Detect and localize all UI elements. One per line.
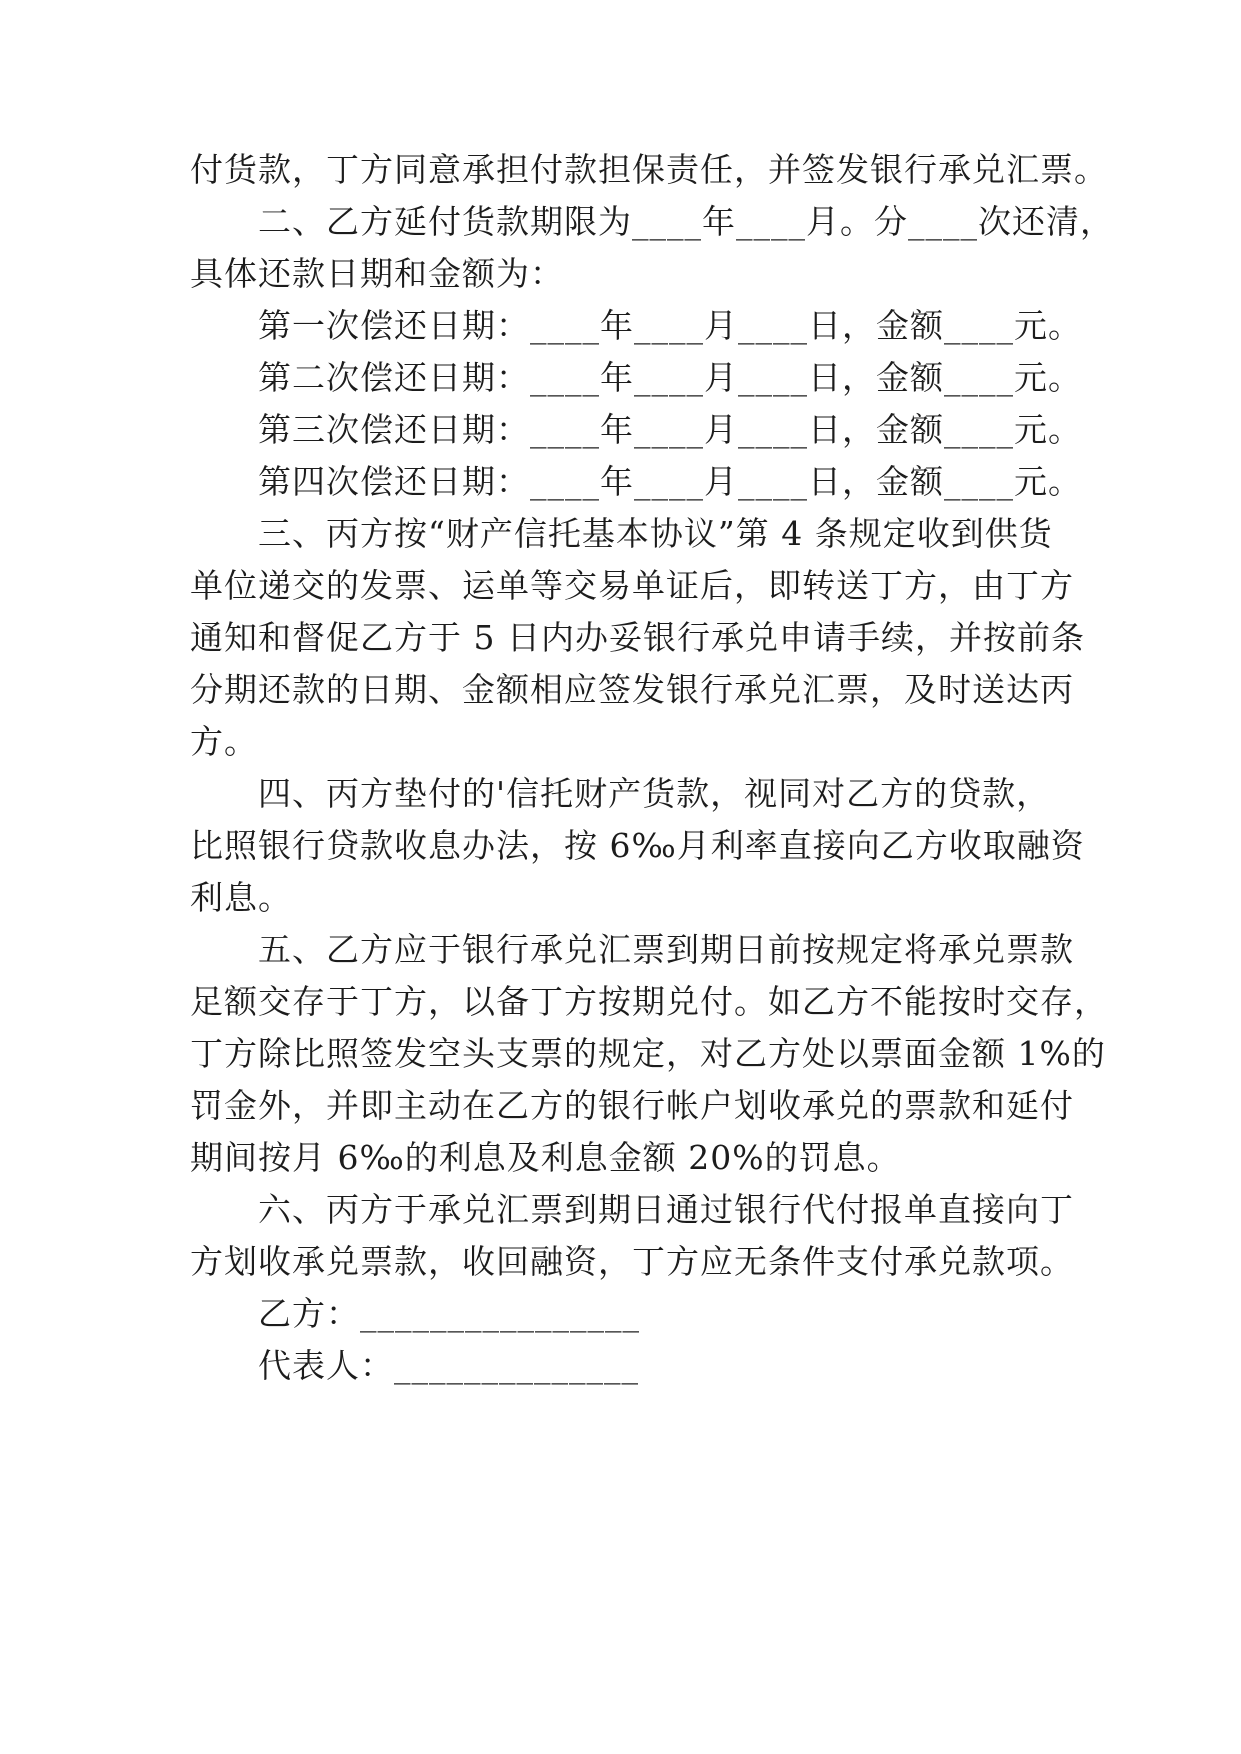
signature-representative: 代表人：______________	[258, 1346, 639, 1385]
repayment-line-2: 第二次偿还日期：____年____月____日，金额____元。	[258, 358, 1082, 397]
text-line-18: 丁方除比照签发空头支票的规定，对乙方处以票面金额 1%的	[190, 1034, 1106, 1073]
text-line-8: 三、丙方按“财产信托基本协议”第 4 条规定收到供货	[258, 514, 1053, 553]
text-line-12: 方。	[190, 722, 258, 761]
text-line-19: 罚金外，并即主动在乙方的银行帐户划收承兑的票款和延付	[190, 1086, 1074, 1125]
text-line-11: 分期还款的日期、金额相应签发银行承兑汇票，及时送达丙	[190, 670, 1074, 709]
text-line-14: 比照银行贷款收息办法，按 6‰月利率直接向乙方收取融资	[190, 826, 1085, 865]
text-line-9: 单位递交的发票、运单等交易单证后，即转送丁方，由丁方	[190, 566, 1074, 605]
text-line-1: 付货款，丁方同意承担付款担保责任，并签发银行承兑汇票。	[190, 150, 1108, 189]
text-line-2: 二、乙方延付货款期限为____年____月。分____次还清，	[258, 202, 1114, 241]
text-line-10: 通知和督促乙方于 5 日内办妥银行承兑申请手续，并按前条	[190, 618, 1085, 657]
text-line-20: 期间按月 6‰的利息及利息金额 20%的罚息。	[190, 1138, 901, 1177]
repayment-line-1: 第一次偿还日期：____年____月____日，金额____元。	[258, 306, 1082, 345]
text-line-16: 五、乙方应于银行承兑汇票到期日前按规定将承兑票款	[258, 930, 1074, 969]
text-line-21: 六、丙方于承兑汇票到期日通过银行代付报单直接向丁	[258, 1190, 1074, 1229]
text-line-17: 足额交存于丁方，以备丁方按期兑付。如乙方不能按时交存，	[190, 982, 1108, 1021]
text-line-15: 利息。	[190, 878, 292, 917]
signature-party-b: 乙方：________________	[258, 1294, 640, 1333]
text-line-22: 方划收承兑票款，收回融资，丁方应无条件支付承兑款项。	[190, 1242, 1074, 1281]
text-line-3: 具体还款日期和金额为：	[190, 254, 564, 293]
repayment-line-4: 第四次偿还日期：____年____月____日，金额____元。	[258, 462, 1082, 501]
repayment-line-3: 第三次偿还日期：____年____月____日，金额____元。	[258, 410, 1082, 449]
text-line-13: 四、丙方垫付的'信托财产货款，视同对乙方的贷款，	[258, 774, 1051, 813]
